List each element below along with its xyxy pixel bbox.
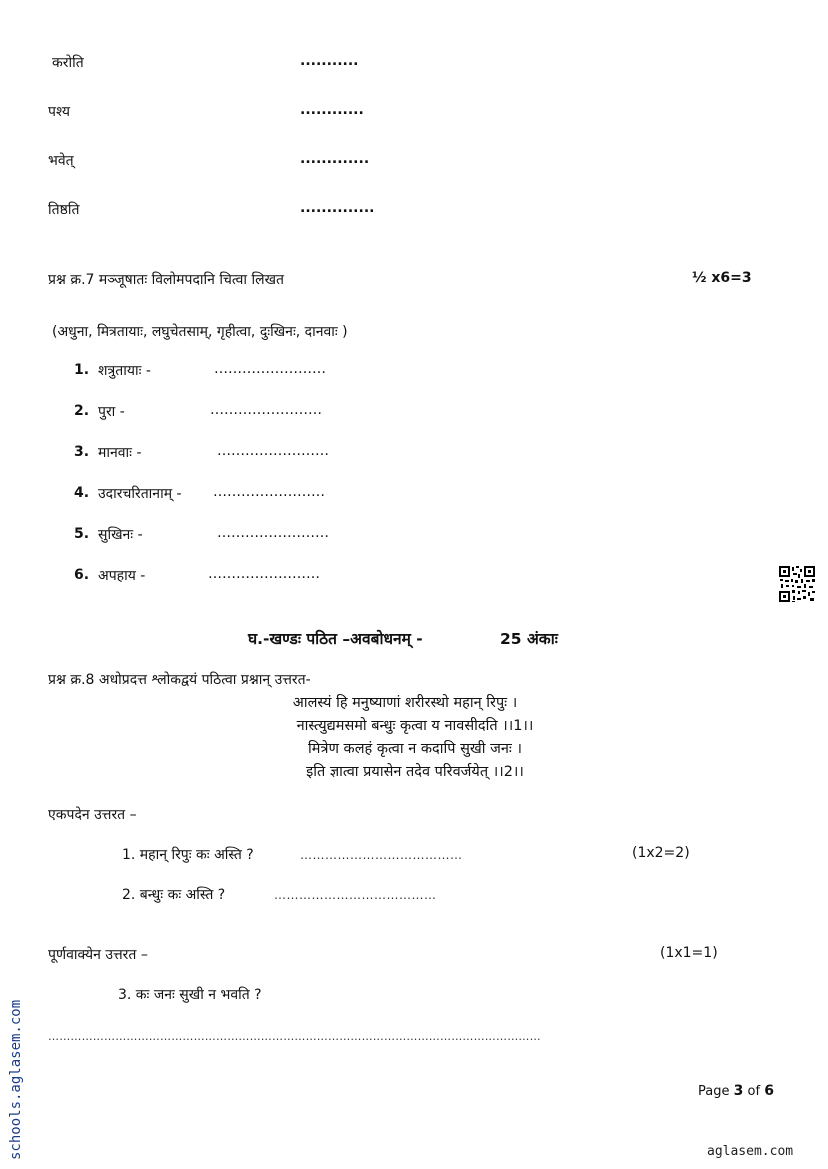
part-a-marks: (1x2=2) <box>632 845 690 861</box>
question-text: 1. महान् रिपुः कः अस्ति ? <box>122 847 254 863</box>
item-number: 5. <box>74 526 90 542</box>
side-watermark: schools.aglasem.com <box>8 999 24 1160</box>
answer-blank: …………………… <box>217 443 329 459</box>
page-number <box>698 1083 774 1099</box>
answer-blank: …………………… <box>208 566 320 582</box>
word-bank: (अधुना, मित्रतायाः, लघुचेतसाम्, गृहीत्वा, दुःखिनः, दानवाः ) <box>52 324 348 340</box>
answer-blank: …………………… <box>217 525 329 541</box>
item-number: 2. <box>74 403 90 419</box>
part-a-heading: एकपदेन उत्तरत – <box>48 807 137 823</box>
part-b-heading: पूर्णवाक्येन उत्तरत – <box>48 947 148 963</box>
verse-line: इति ज्ञात्वा प्रयासेन तदेव परिवर्जयेत् ।।2।। <box>306 764 524 780</box>
of-label: of <box>747 1084 761 1099</box>
item-word: उदारचरितानाम् - <box>98 486 182 502</box>
item-word: शत्रुतायाः - <box>98 363 151 379</box>
answer-blank: ………………………………… <box>300 848 463 862</box>
page-label: Page <box>698 1084 730 1099</box>
answer-blank: ............. <box>300 151 370 167</box>
word-item: तिष्ठति <box>48 202 80 218</box>
word-item: करोति <box>52 55 84 71</box>
word-item: पश्य <box>48 104 71 120</box>
answer-blank: ........... <box>300 53 359 69</box>
answer-blank: …………………… <box>214 361 326 377</box>
question-7-marks: ½ x6=3 <box>692 270 752 286</box>
question-text: 2. बन्धुः कः अस्ति ? <box>122 887 226 903</box>
question-text: 3. कः जनः सुखी न भवति ? <box>118 987 262 1003</box>
verse-line: आलस्यं हि मनुष्याणां शरीरस्थो महान् रिपुः । <box>292 695 518 711</box>
answer-blank: …………………… <box>210 402 322 418</box>
item-word: पुरा - <box>98 404 125 420</box>
section-heading: घ.-खण्डः पठित –अवबोधनम् - <box>248 630 423 648</box>
answer-blank: ………………………………… <box>274 888 437 902</box>
item-number: 1. <box>74 362 90 378</box>
qr-code-icon <box>778 565 816 603</box>
item-word: मानवाः - <box>98 445 142 461</box>
item-number: 6. <box>74 567 90 583</box>
verse-line: नास्त्युद्यमसमो बन्धुः कृत्वा य नावसीदति ।।1।। <box>296 718 534 734</box>
answer-blank: …………………… <box>213 484 325 500</box>
part-b-marks: (1x1=1) <box>660 945 718 961</box>
item-number: 3. <box>74 444 90 460</box>
question-8-title: प्रश्न क्र.8 अधोप्रदत्त श्लोकद्वयं पठित्वा प्रश्नान् उत्तरत- <box>48 672 311 688</box>
current-page: 3 <box>733 1083 744 1099</box>
verse-line: मित्रेण कलहं कृत्वा न कदापि सुखी जनः । <box>308 741 522 757</box>
word-item: भवेत् <box>48 153 74 169</box>
item-word: सुखिनः - <box>98 527 143 543</box>
section-marks: 25 अंकाः <box>500 630 558 648</box>
item-number: 4. <box>74 485 90 501</box>
total-pages: 6 <box>764 1083 774 1099</box>
question-7-title: प्रश्न क्र.7 मञ्जूषातः विलोमपदानि चित्वा लिखत <box>48 272 285 288</box>
item-word: अपहाय - <box>98 568 146 584</box>
corner-watermark: aglasem.com <box>707 1144 794 1159</box>
answer-line: …………………………………………………………………………………………………………………… <box>48 1030 541 1043</box>
answer-blank: .............. <box>300 200 375 216</box>
answer-blank: ............ <box>300 102 364 118</box>
